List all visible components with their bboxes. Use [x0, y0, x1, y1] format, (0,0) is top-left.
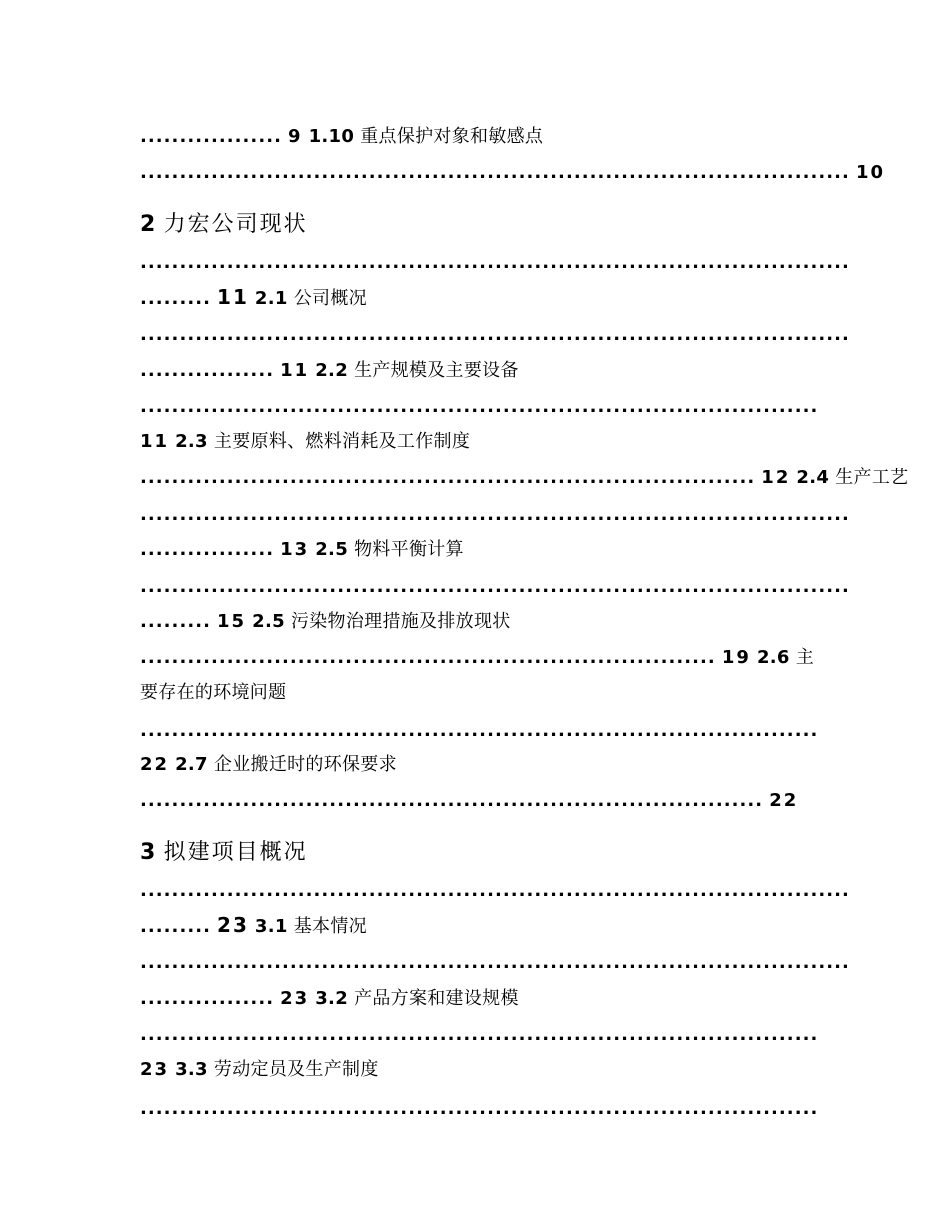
page-number: 9	[288, 126, 303, 147]
section-number: 2.3	[175, 431, 208, 452]
leader-dots: ......................................................................................	[140, 720, 819, 741]
page-number: 11	[217, 285, 249, 309]
page-number: 13	[280, 539, 310, 560]
toc-line	[140, 395, 818, 419]
section-number: 2.5	[315, 539, 349, 560]
leader-dots: ..........................................................................................	[140, 576, 850, 597]
section-number: 3.1	[254, 916, 288, 937]
chapter-title: 力宏公司现状	[163, 212, 308, 237]
toc-line	[140, 538, 464, 562]
section-number: 2.6	[756, 647, 790, 668]
toc-line	[140, 681, 286, 705]
section-number: 1.10	[308, 126, 355, 147]
page-number: 22	[140, 754, 170, 775]
section-number: 3.2	[315, 988, 349, 1009]
chapter-heading	[140, 838, 308, 868]
toc-line	[140, 285, 367, 311]
section-number: 2.4	[796, 467, 830, 488]
chapter-number: 3	[140, 840, 156, 865]
section-number: 2.2	[315, 360, 349, 381]
leader-dots: ..................	[140, 126, 282, 147]
section-title: 物料平衡计算	[354, 539, 464, 560]
toc-line	[140, 753, 397, 777]
toc-line	[140, 251, 850, 275]
toc-line	[140, 125, 543, 149]
section-number: 2.7	[175, 754, 208, 775]
section-title: 主	[795, 647, 815, 668]
section-number: 3.3	[175, 1059, 208, 1080]
leader-dots: .................	[140, 988, 275, 1009]
page-number: 23	[140, 1059, 170, 1080]
leader-dots: .........................................................................	[140, 647, 716, 668]
page-number: 12	[761, 467, 791, 488]
section-title: 基本情况	[293, 916, 367, 937]
toc-line	[140, 1097, 818, 1121]
leader-dots: ..........................................................................................	[140, 324, 850, 345]
section-title: 污染物治理措施及排放现状	[290, 611, 511, 632]
leader-dots: ..........................................................................................	[140, 252, 850, 273]
leader-dots: ..............................................................................	[140, 467, 756, 488]
page-number: 11	[140, 431, 170, 452]
section-title: 重点保护对象和敏感点	[360, 126, 544, 147]
page-number: 15	[217, 611, 247, 632]
leader-dots: ..........................................................................................	[140, 952, 850, 973]
page-number: 11	[280, 360, 310, 381]
page-number: 10	[855, 162, 886, 183]
section-number: 2.1	[254, 288, 288, 309]
section-title: 企业搬迁时的环保要求	[213, 754, 397, 775]
toc-line	[140, 913, 367, 939]
leader-dots: .................	[140, 539, 275, 560]
section-title: 产品方案和建设规模	[354, 988, 519, 1009]
leader-dots: ......................................................................................	[140, 1098, 819, 1119]
toc-line	[140, 430, 470, 454]
toc-line	[140, 1023, 818, 1047]
section-title: 劳动定员及生产制度	[213, 1059, 379, 1080]
toc-line	[140, 466, 908, 490]
leader-dots: ......................................................................................	[140, 396, 819, 417]
leader-dots: .........	[140, 611, 211, 632]
toc-line	[140, 987, 519, 1011]
toc-line	[140, 1058, 379, 1082]
leader-dots: ......................................................................................	[140, 1024, 819, 1045]
toc-line	[140, 610, 511, 634]
toc-line	[140, 951, 850, 975]
section-number: 2.5	[252, 611, 285, 632]
section-title: 要存在的环境问题	[140, 682, 287, 703]
toc-line	[140, 646, 814, 670]
toc-line	[140, 359, 519, 383]
toc-line	[140, 879, 850, 903]
page-number: 23	[217, 913, 249, 937]
leader-dots: ...............................................................................	[140, 790, 764, 811]
toc-line	[140, 323, 850, 347]
toc-line	[140, 503, 850, 527]
leader-dots: ..........................................................................................	[140, 880, 850, 901]
section-title: 生产工艺	[835, 467, 909, 488]
page-number: 19	[721, 647, 751, 668]
chapter-title: 拟建项目概况	[163, 840, 308, 865]
page-number: 22	[769, 790, 799, 811]
chapter-heading	[140, 210, 308, 240]
leader-dots: .........	[140, 288, 211, 309]
toc-line	[140, 719, 818, 743]
toc-line	[140, 575, 850, 599]
toc-line	[140, 789, 798, 813]
leader-dots: .........	[140, 916, 211, 937]
page-number: 23	[280, 988, 310, 1009]
section-title: 生产规模及主要设备	[354, 360, 519, 381]
toc-line	[140, 161, 885, 185]
chapter-number: 2	[140, 212, 156, 237]
section-title: 主要原料、燃料消耗及工作制度	[213, 431, 471, 452]
leader-dots: ..........................................................................................	[140, 504, 850, 525]
leader-dots: ..........................................................................................	[140, 162, 850, 183]
section-title: 公司概况	[293, 288, 367, 309]
leader-dots: .................	[140, 360, 275, 381]
